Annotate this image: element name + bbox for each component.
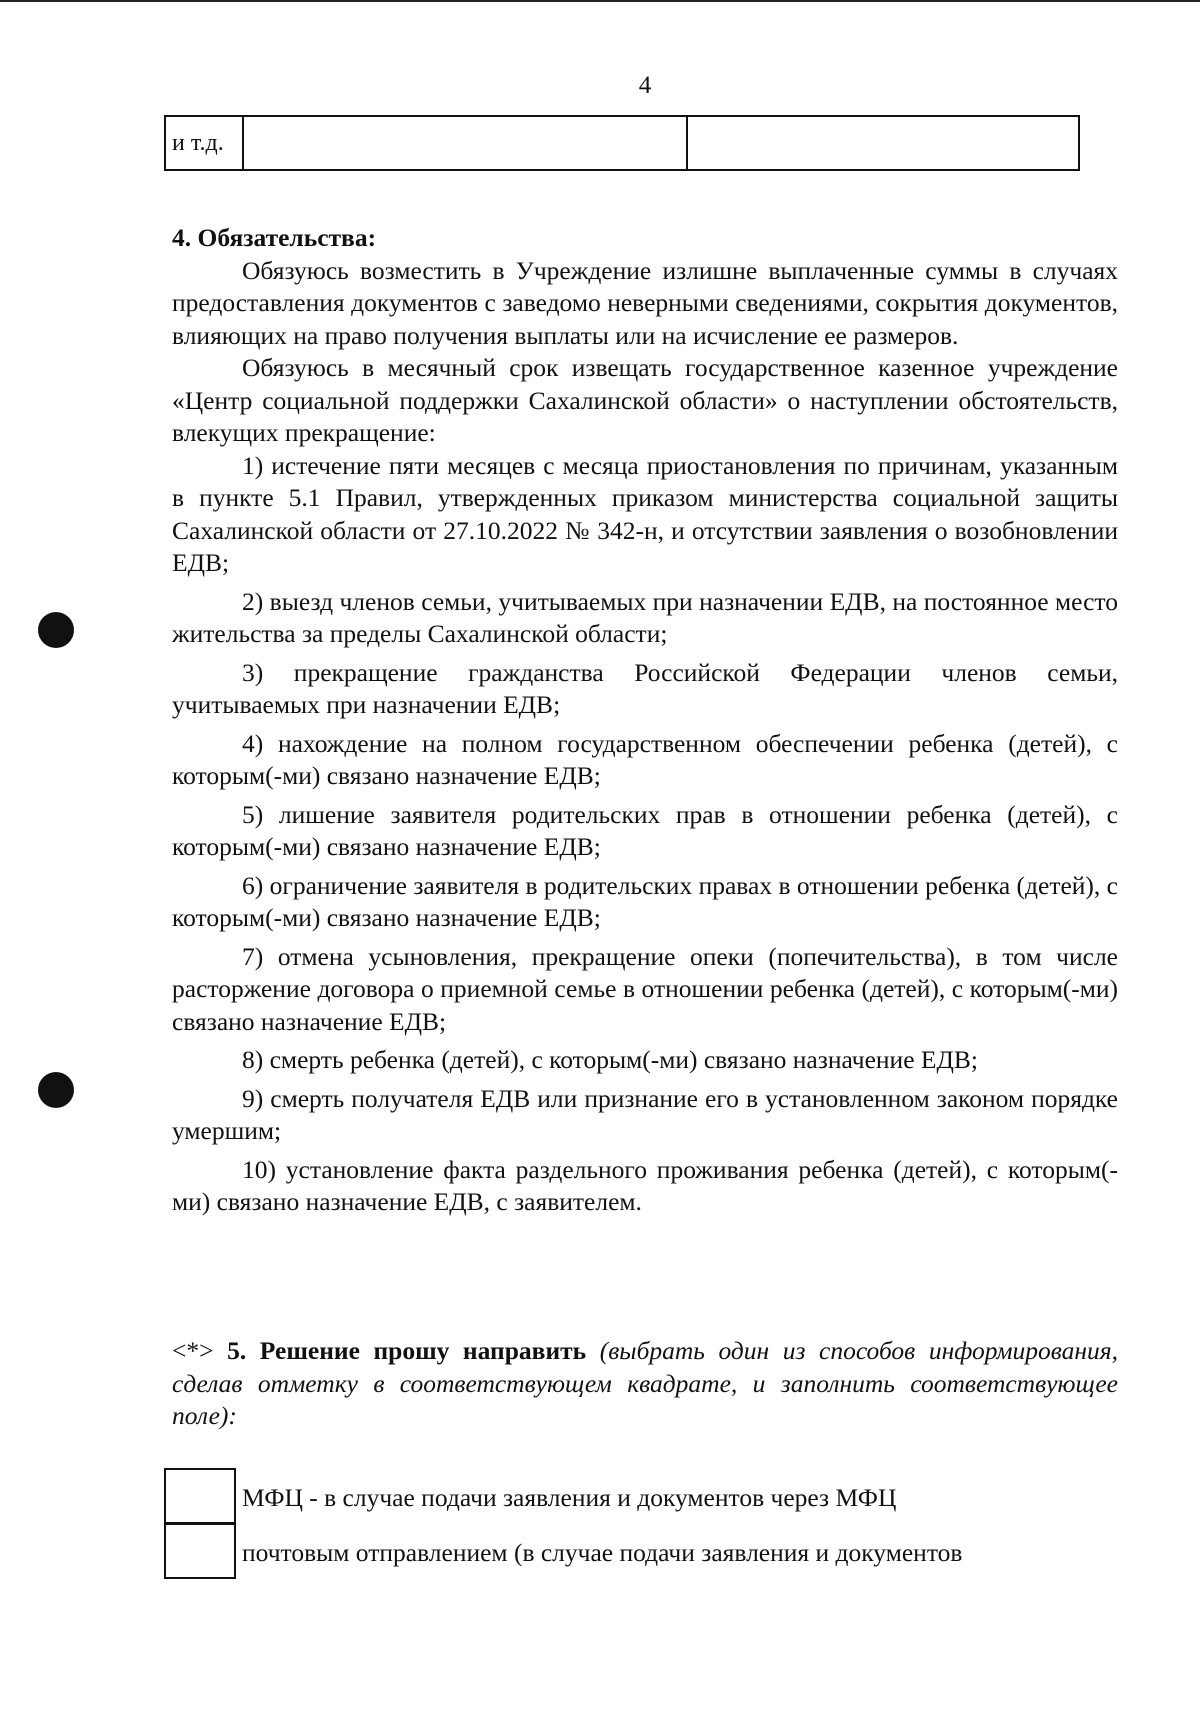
page-number: 4 [638,72,652,99]
section-5-title: 5. Решение прошу направить [227,1336,587,1365]
termination-item-7: 7) отмена усыновления, прекращение опеки (попечительства), в том числе расторжение договора о приемной семье в отношении ребенка (детей), с которым(-ми) связано назначение ЕДВ; [172,941,1118,1036]
section-4-obligations [172,222,1118,1225]
termination-item-10: 10) установление факта раздельного проживания ребенка (детей), с которым(-ми) связано назначение ЕДВ, с заявителем. [172,1154,1118,1216]
footnote-marker: <*> [172,1336,214,1365]
table-cell-empty-2 [688,117,1078,169]
mfc-option-label: МФЦ - в случае подачи заявления и документов через МФЦ [242,1483,897,1512]
mfc-option-checkbox[interactable] [164,1468,236,1524]
postal-option-label: почтовым отправлением (в случае подачи заявления и документов [242,1538,963,1567]
termination-item-6: 6) ограничение заявителя в родительских правах в отношении ребенка (детей), с которым(-ми) связано назначение ЕДВ; [172,870,1118,932]
obligation-paragraph-2: Обязуюсь в месячный срок извещать государственное казенное учреждение «Центр социальной поддержки Сахалинской области» о наступлении обстоятельств, влекущих прекращение: [172,353,1118,447]
termination-item-4: 4) нахождение на полном государственном обеспечении ребенка (детей), с которым(-ми) связано назначение ЕДВ; [172,728,1118,790]
postal-option-checkbox[interactable] [164,1523,236,1579]
termination-item-1: 1) истечение пяти месяцев с месяца приостановления по причинам, указанным в пункте 5.1 Правил, утвержденных приказом министерства социальной защиты Сахалинской области от 27.10.2022 № 342-н, и отсутствии заявления о возобновлении ЕДВ; [172,450,1118,577]
termination-item-9: 9) смерть получателя ЕДВ или признание его в установленном законом порядке умершим; [172,1083,1118,1145]
termination-item-5: 5) лишение заявителя родительских прав в отношении ребенка (детей), с которым(-ми) связано назначение ЕДВ; [172,799,1118,861]
section-5-instruction: (выбрать один из способов информирования, сделав отметку в соответствующем квадрате, и заполнить соответствующее поле): [172,1336,1119,1430]
table-cell-etc: и т.д. [166,117,244,169]
section-4-title: 4. Обязательства: [172,223,377,252]
binder-hole-mark [38,612,74,648]
termination-item-8: 8) смерть ребенка (детей), с которым(-ми) связано назначение ЕДВ; [242,1045,978,1074]
scan-edge-line [0,0,1200,2]
termination-item-2: 2) выезд членов семьи, учитываемых при назначении ЕДВ, на постоянное место жительства за пределы Сахалинской области; [172,586,1118,648]
binder-hole-mark [38,1072,74,1108]
termination-item-3: 3) прекращение гражданства Российской Федерации членов семьи, учитываемых при назначении ЕДВ; [172,657,1118,719]
table-cell-empty-1 [244,117,688,169]
section-5-decision-delivery [172,1335,1118,1433]
obligation-paragraph-1: Обязуюсь возместить в Учреждение излишне выплаченные суммы в случаях предоставления документов с заведомо неверными сведениями, сокрытия документов, влияющих на право получения выплаты или на исчисление ее размеров. [172,255,1118,350]
continuation-table [164,115,1080,171]
